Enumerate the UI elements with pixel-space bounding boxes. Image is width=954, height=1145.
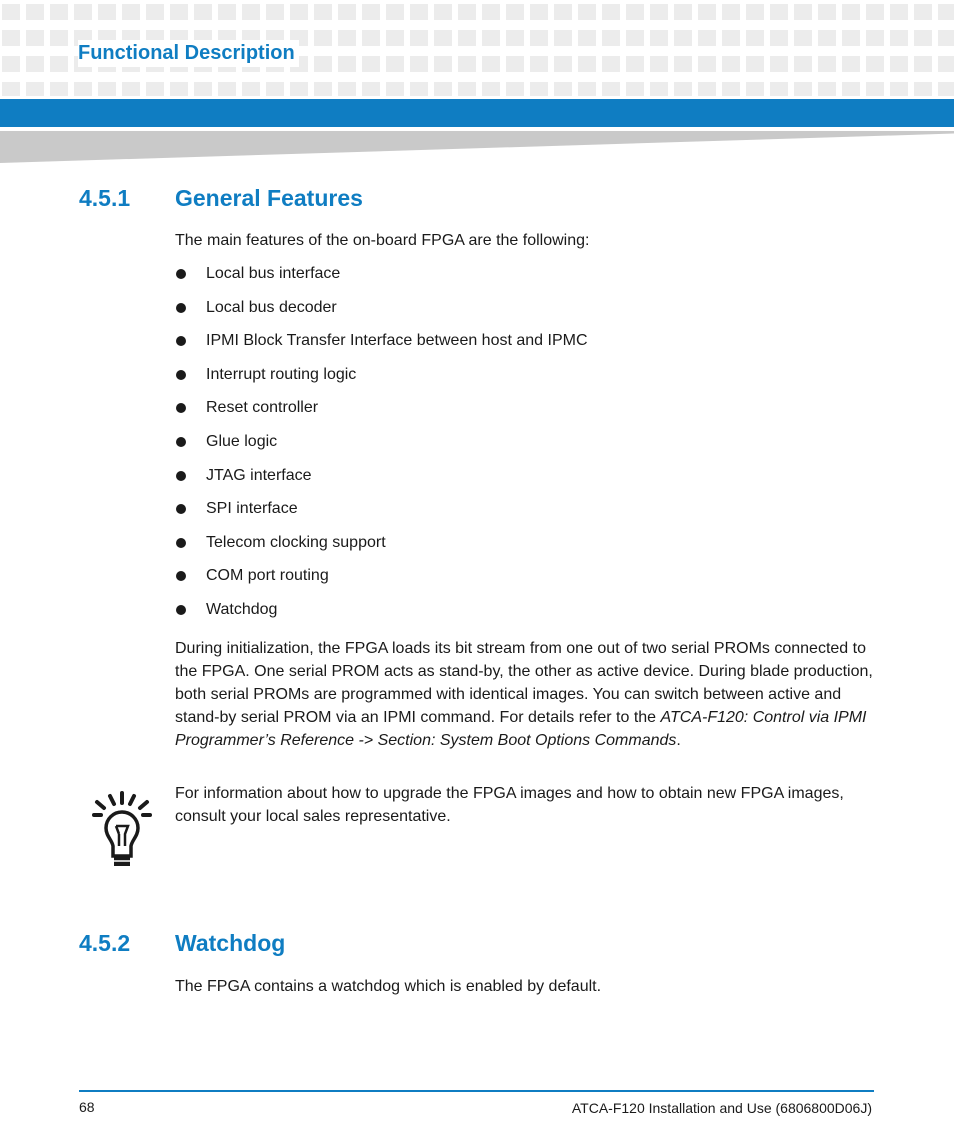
header-blue-bar bbox=[0, 99, 954, 127]
list-item bbox=[175, 297, 588, 331]
list-item bbox=[175, 532, 588, 566]
list-item bbox=[175, 330, 588, 364]
bullet-icon bbox=[176, 370, 186, 380]
watchdog-paragraph: The FPGA contains a watchdog which is enabled by default. bbox=[175, 978, 602, 995]
list-item bbox=[175, 465, 588, 499]
feature-list bbox=[175, 263, 588, 633]
bullet-icon bbox=[176, 571, 186, 581]
document-title: ATCA-F120 Installation and Use (6806800D06J) bbox=[571, 1100, 872, 1116]
list-item-label: Telecom clocking support bbox=[206, 533, 386, 551]
lightbulb-icon bbox=[89, 790, 155, 874]
bullet-icon bbox=[176, 605, 186, 615]
chapter-title: Functional Description bbox=[78, 40, 299, 67]
bullet-icon bbox=[176, 437, 186, 447]
list-item-label: COM port routing bbox=[206, 567, 329, 585]
bullet-icon bbox=[176, 471, 186, 481]
bullet-icon bbox=[176, 269, 186, 279]
section-number: 4.5.1 bbox=[79, 185, 131, 211]
list-item-label: JTAG interface bbox=[206, 466, 312, 484]
list-item bbox=[175, 364, 588, 398]
list-item-label: Local bus decoder bbox=[206, 298, 337, 316]
list-item bbox=[175, 263, 588, 297]
section-title: Watchdog bbox=[175, 930, 286, 956]
list-item bbox=[175, 565, 588, 599]
bullet-icon bbox=[176, 336, 186, 346]
initialization-text: During initialization, the FPGA loads its bit stream from one out of two serial PROMs connected to the FPGA. One serial PROM acts as stand-by, the other as active device. During blade production, both serial PROMs are programmed with identical images. You can switch between active and stand-by serial PROM via an IPMI command. For details refer to the bbox=[175, 640, 873, 726]
list-item-label: Glue logic bbox=[206, 432, 278, 450]
list-item bbox=[175, 599, 588, 633]
bullet-icon bbox=[176, 303, 186, 313]
list-item-label: Interrupt routing logic bbox=[206, 365, 357, 383]
bullet-icon bbox=[176, 403, 186, 413]
bullet-icon bbox=[176, 504, 186, 514]
list-item bbox=[175, 431, 588, 465]
list-item-label: IPMI Block Transfer Interface between host and IPMC bbox=[206, 332, 588, 350]
features-intro: The main features of the on-board FPGA are the following: bbox=[175, 232, 590, 249]
initialization-paragraph bbox=[175, 637, 875, 752]
section-number: 4.5.2 bbox=[79, 930, 131, 956]
note-paragraph: For information about how to upgrade the FPGA images and how to obtain new FPGA images, consult your local sales representative. bbox=[175, 785, 844, 825]
list-item-label: Reset controller bbox=[206, 399, 319, 417]
page-number: 68 bbox=[79, 1099, 95, 1115]
list-item-label: Watchdog bbox=[206, 600, 278, 618]
list-item bbox=[175, 397, 588, 431]
header-gray-wedge bbox=[0, 131, 954, 163]
list-item-label: Local bus interface bbox=[206, 265, 341, 282]
section-title: General Features bbox=[175, 185, 363, 211]
list-item-label: SPI interface bbox=[206, 500, 298, 518]
footer-rule bbox=[79, 1090, 874, 1092]
list-item bbox=[175, 498, 588, 532]
initialization-end: . bbox=[676, 732, 681, 749]
reference-citation: ATCA-F120: Control via IPMI Programmer’s Reference -> Section: System Boot Options Commands bbox=[175, 709, 867, 749]
bullet-icon bbox=[176, 538, 186, 548]
